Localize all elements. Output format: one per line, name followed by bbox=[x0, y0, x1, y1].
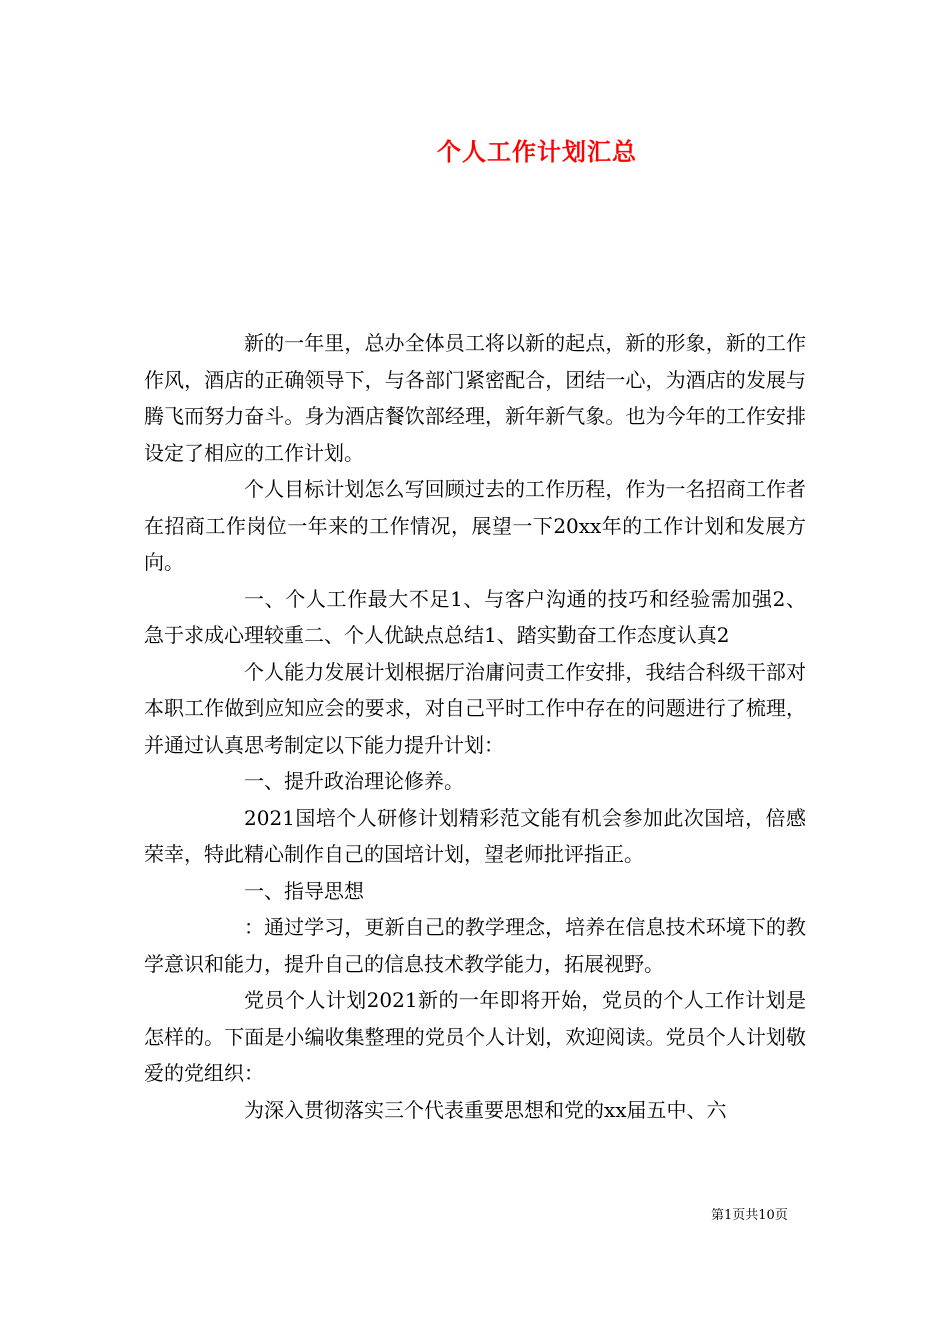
paragraph-5: 一、提升政治理论修养。 bbox=[244, 769, 464, 793]
document-body bbox=[144, 325, 806, 1128]
paragraph-10: 为深入贯彻落实三个代表重要思想和党的xx届五中、六 bbox=[244, 1097, 727, 1122]
page-title: 个人工作计划汇总 bbox=[437, 137, 637, 166]
paragraph-4: 个人能力发展计划根据厅治庸问责工作安排，我结合科级干部对本职工作做到应知应会的要求，对自己平时工作中存在的问题进行了梳理，并通过认真思考制定以下能力提升计划： bbox=[144, 659, 806, 757]
paragraph-6: 2021国培个人研修计划精彩范文能有机会参加此次国培，倍感荣幸，特此精心制作自己的国培计划，望老师批评指正。 bbox=[144, 805, 806, 866]
paragraph-7: 一、指导思想 bbox=[244, 878, 364, 903]
page-number-footer: 第1页共10页 bbox=[711, 1208, 788, 1223]
paragraph-1: 新的一年里，总办全体员工将以新的起点，新的形象，新的工作作风，酒店的正确领导下，与各部门紧密配合，团结一心，为酒店的发展与腾飞而努力奋斗。身为酒店餐饮部经理，新年新气象。也为今年的工作安排设定了相应的工作计划。 bbox=[144, 331, 806, 465]
paragraph-9: 党员个人计划2021新的一年即将开始，党员的个人工作计划是怎样的。下面是小编收集整理的党员个人计划，欢迎阅读。党员个人计划敬爱的党组织： bbox=[144, 988, 806, 1085]
paragraph-8: ：通过学习，更新自己的教学理念，培养在信息技术环境下的教学意识和能力，提升自己的信息技术教学能力，拓展视野。 bbox=[144, 915, 806, 976]
paragraph-2: 个人目标计划怎么写回顾过去的工作历程，作为一名招商工作者在招商工作岗位一年来的工作情况，展望一下20xx年的工作计划和发展方向。 bbox=[144, 477, 806, 574]
paragraph-3: 一、个人工作最大不足1、与客户沟通的技巧和经验需加强2、急于求成心理较重二、个人优缺点总结1、踏实勤奋工作态度认真2 bbox=[144, 586, 806, 647]
